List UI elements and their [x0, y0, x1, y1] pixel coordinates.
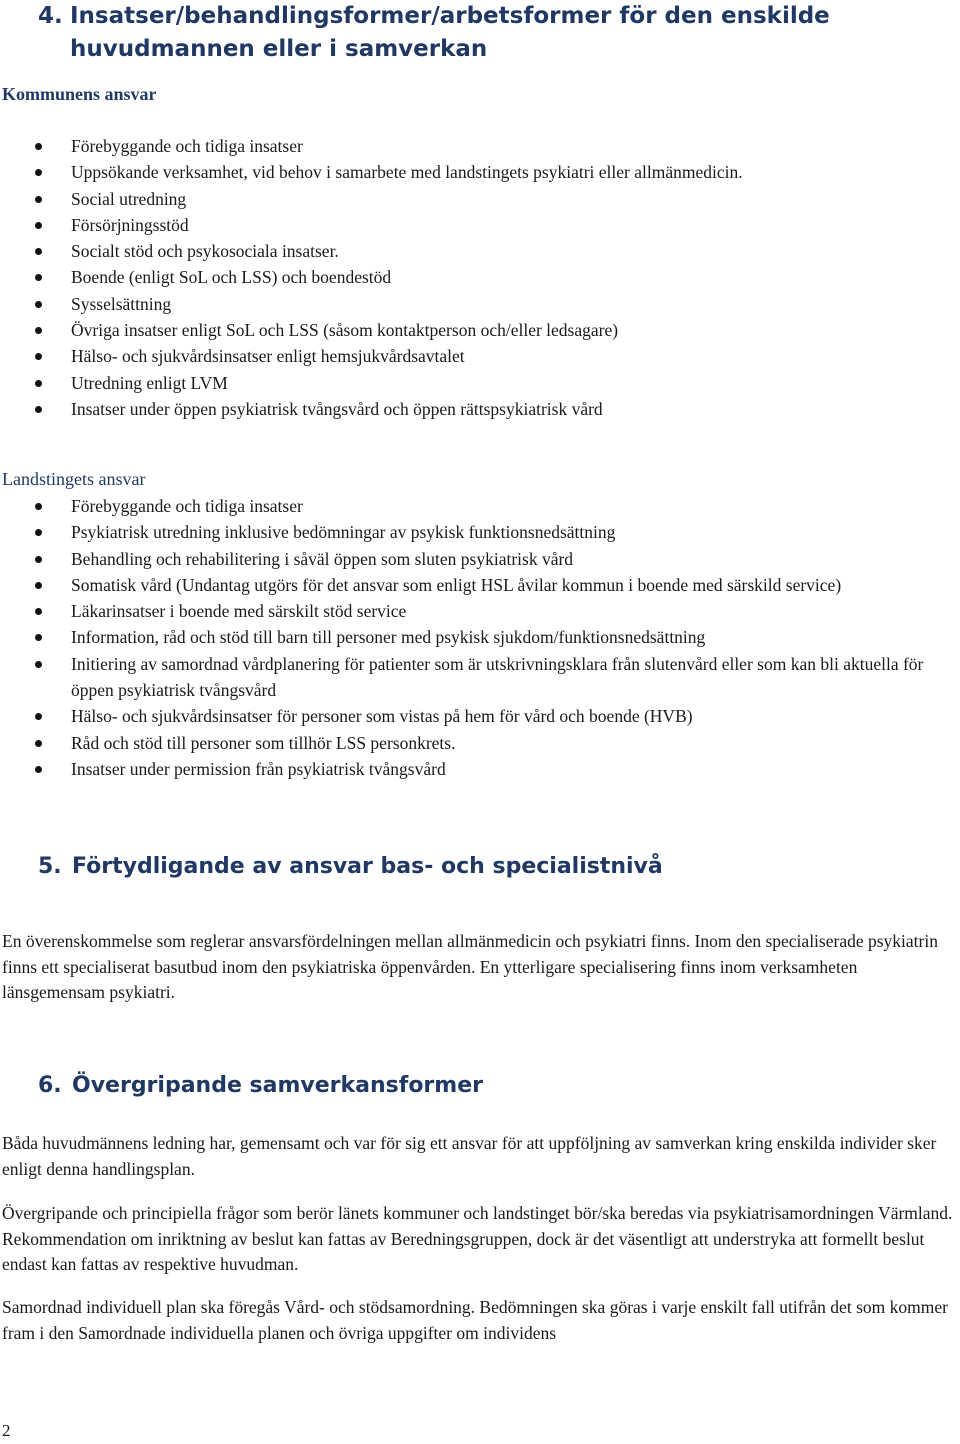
bullet-icon	[35, 503, 42, 510]
bullet-icon	[35, 380, 42, 387]
list-item: Social utredning	[0, 186, 960, 212]
section-5-heading	[38, 852, 663, 882]
list-item: Insatser under öppen psykiatrisk tvångsvård och öppen rättspsykiatrisk vård	[0, 396, 960, 422]
bullet-icon	[35, 353, 42, 360]
list-item: Hälso- och sjukvårdsinsatser enligt hemsjukvårdsavtalet	[0, 343, 960, 369]
list-item: Förebyggande och tidiga insatser	[0, 133, 960, 159]
bullet-icon	[35, 556, 42, 563]
list-item: Försörjningsstöd	[0, 212, 960, 238]
bullet-icon	[35, 196, 42, 203]
section-6-title: Övergripande samverkansformer	[72, 1073, 483, 1098]
section-4-heading	[38, 0, 953, 66]
list-item: Socialt stöd och psykosociala insatser.	[0, 238, 960, 264]
bullet-icon	[35, 248, 42, 255]
landsting-list	[0, 493, 960, 782]
kommun-list	[0, 133, 960, 422]
section-6-paragraph-2: Övergripande och principiella frågor som berör länets kommuner och landstinget bör/ska beredas via psykiatrisamordningen Värmland. Rekommendation om inriktning av beslut kan fattas av Beredningsgruppen, dock är det väsentligt att understryka att formellt beslut endast kan fattas av respektive huvudman.	[2, 1203, 953, 1274]
section-4-title: Insatser/behandlingsformer/arbetsformer för den enskilde huvudmannen eller i samverkan	[70, 3, 830, 62]
bullet-icon	[35, 301, 42, 308]
landsting-title: Landstingets ansvar	[2, 469, 146, 489]
section-4-number: 4.	[38, 3, 63, 29]
bullet-icon	[35, 143, 42, 150]
page-number: 2	[2, 1421, 11, 1440]
bullet-icon	[35, 608, 42, 615]
bullet-icon	[35, 766, 42, 773]
bullet-icon	[35, 634, 42, 641]
list-item: Råd och stöd till personer som tillhör LSS personkrets.	[0, 730, 960, 756]
section-6-paragraph-1: Båda huvudmännens ledning har, gemensamt och var för sig ett ansvar för att uppföljning av samverkan kring enskilda individer sker enligt denna handlingsplan.	[2, 1133, 937, 1179]
list-item: Hälso- och sjukvårdsinsatser för personer som vistas på hem för vård och boende (HVB)	[0, 703, 960, 729]
section-6-heading	[38, 1071, 483, 1101]
list-item: Information, råd och stöd till barn till personer med psykisk sjukdom/funktionsnedsättning	[0, 624, 960, 650]
list-item: Läkarinsatser i boende med särskilt stöd service	[0, 598, 960, 624]
list-item: Övriga insatser enligt SoL och LSS (såsom kontaktperson och/eller ledsagare)	[0, 317, 960, 343]
section-6-number: 6.	[38, 1073, 62, 1098]
bullet-icon	[35, 529, 42, 536]
bullet-icon	[35, 406, 42, 413]
list-item: Förebyggande och tidiga insatser	[0, 493, 960, 519]
list-item: Uppsökande verksamhet, vid behov i samarbete med landstingets psykiatri eller allmänmedicin.	[0, 159, 960, 185]
bullet-icon	[35, 274, 42, 281]
section-5-title: Förtydligande av ansvar bas- och specialistnivå	[72, 854, 663, 879]
kommun-title: Kommunens ansvar	[2, 84, 157, 104]
list-item: Somatisk vård (Undantag utgörs för det ansvar som enligt HSL åvilar kommun i boende med särskild service)	[0, 572, 960, 598]
list-item: Boende (enligt SoL och LSS) och boendestöd	[0, 264, 960, 290]
bullet-icon	[35, 327, 42, 334]
list-item: Utredning enligt LVM	[0, 370, 960, 396]
bullet-icon	[35, 713, 42, 720]
bullet-icon	[35, 582, 42, 589]
list-item: Sysselsättning	[0, 291, 960, 317]
bullet-icon	[35, 169, 42, 176]
list-item: Initiering av samordnad vårdplanering för patienter som är utskrivningsklara från slutenvård eller som kan bli aktuella för öppen psykiatrisk tvångsvård	[0, 651, 960, 704]
list-item: Psykiatrisk utredning inklusive bedömningar av psykisk funktionsnedsättning	[0, 519, 960, 545]
bullet-icon	[35, 661, 42, 668]
section-5-number: 5.	[38, 854, 62, 879]
section-5-paragraph: En överenskommelse som reglerar ansvarsfördelningen mellan allmänmedicin och psykiatri finns. Inom den specialiserade psykiatrin finns ett specialiserat basutbud inom den psykiatriska öppenvården. En ytterligare specialisering finns inom verksamheten länsgemensam psykiatri.	[2, 931, 938, 1002]
bullet-icon	[35, 740, 42, 747]
bullet-icon	[35, 222, 42, 229]
list-item: Behandling och rehabilitering i såväl öppen som sluten psykiatrisk vård	[0, 546, 960, 572]
section-6-paragraph-3: Samordnad individuell plan ska föregås Vård- och stödsamordning. Bedömningen ska göras i varje enskilt fall utifrån det som kommer fram i den Samordnade individuella planen och övriga uppgifter om individens	[2, 1297, 948, 1343]
list-item: Insatser under permission från psykiatrisk tvångsvård	[0, 756, 960, 782]
